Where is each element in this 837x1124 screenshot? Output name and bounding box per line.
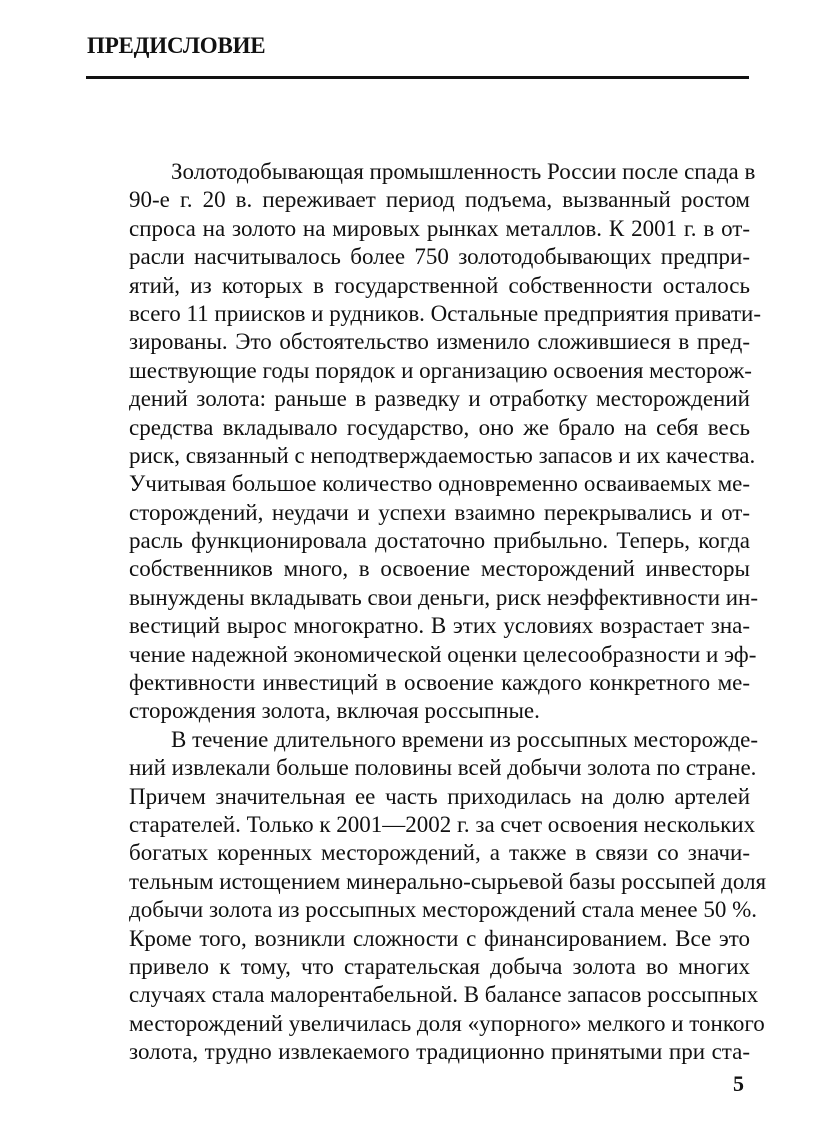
text-line: всего 11 приисков и рудников. Остальные предприятия привати- bbox=[129, 300, 762, 326]
text-line: 90-е г. 20 в. переживает период подъема, вызванный ростом bbox=[129, 187, 750, 213]
text-line: случаях стала малорентабельной. В балансе запасов россыпных bbox=[129, 982, 759, 1008]
text-line: В течение длительного времени из россыпных месторожде- bbox=[171, 726, 759, 752]
text-line: богатых коренных месторождений, а также в связи со значи- bbox=[129, 840, 750, 866]
text-line: зированы. Это обстоятельство изменило сложившиеся в пред- bbox=[129, 329, 750, 355]
text-line: Учитывая большое количество одновременно осваиваемых ме- bbox=[129, 471, 750, 497]
text-line: месторождений увеличилась доля «упорного» мелкого и тонкого bbox=[129, 1010, 765, 1036]
body-text bbox=[87, 158, 767, 1067]
text-line: сторождения золота, включая россыпные. bbox=[129, 698, 540, 724]
text-line: фективности инвестиций в освоение каждого конкретного ме- bbox=[129, 670, 750, 696]
text-line: вестиций вырос многократно. В этих условиях возрастает зна- bbox=[129, 613, 750, 639]
text-line: старателей. Только к 2001—2002 г. за счет освоения нескольких bbox=[129, 811, 756, 837]
paragraph-1 bbox=[87, 158, 762, 726]
page-number: 5 bbox=[733, 1071, 744, 1096]
text-line: вынуждены вкладывать свои деньги, риск неэффективности ин- bbox=[129, 584, 759, 610]
text-line: сторождений, неудачи и успехи взаимно перекрывались и от- bbox=[129, 499, 750, 525]
text-line: расль функционировала достаточно прибыльно. Теперь, когда bbox=[129, 528, 750, 554]
text-line: Причем значительная ее часть приходилась на долю артелей bbox=[129, 783, 750, 809]
text-line: риск, связанный с неподтверждаемостью запасов и их качества. bbox=[129, 442, 756, 468]
text-line: средства вкладывало государство, оно же брало на себя весь bbox=[129, 414, 750, 440]
text-line: расли насчитывалось более 750 золотодобывающих предпри- bbox=[129, 244, 750, 270]
text-line: спроса на золото на мировых рынках металлов. К 2001 г. в от- bbox=[129, 215, 750, 241]
text-line: золота, трудно извлекаемого традиционно принятыми при ста- bbox=[129, 1039, 750, 1065]
heading-divider bbox=[86, 76, 749, 79]
text-line: Золотодобывающая промышленность России после спада в bbox=[171, 159, 756, 184]
text-line: добычи золота из россыпных месторождений стала менее 50 %. bbox=[129, 897, 757, 923]
text-line: Кроме того, возникли сложности с финансированием. Все это bbox=[129, 925, 750, 951]
page-title: ПРЕДИСЛОВИЕ bbox=[87, 33, 266, 58]
text-line: чение надежной экономической оценки целесообразности и эф- bbox=[129, 641, 757, 667]
paragraph-2 bbox=[87, 726, 767, 1067]
text-line: ний извлекали больше половины всей добычи золота по стране. bbox=[129, 755, 757, 781]
text-line: шествующие годы порядок и организацию освоения месторож- bbox=[129, 357, 752, 383]
text-line: собственников много, в освоение месторождений инвесторы bbox=[129, 556, 750, 582]
text-line: дений золота: раньше в разведку и отработку месторождений bbox=[129, 386, 750, 412]
text-line: ятий, из которых в государственной собственности осталось bbox=[129, 272, 750, 298]
text-line: тельным истощением минерально-сырьевой базы россыпей доля bbox=[129, 868, 767, 894]
text-line: привело к тому, что старательская добыча золота во многих bbox=[129, 953, 750, 979]
